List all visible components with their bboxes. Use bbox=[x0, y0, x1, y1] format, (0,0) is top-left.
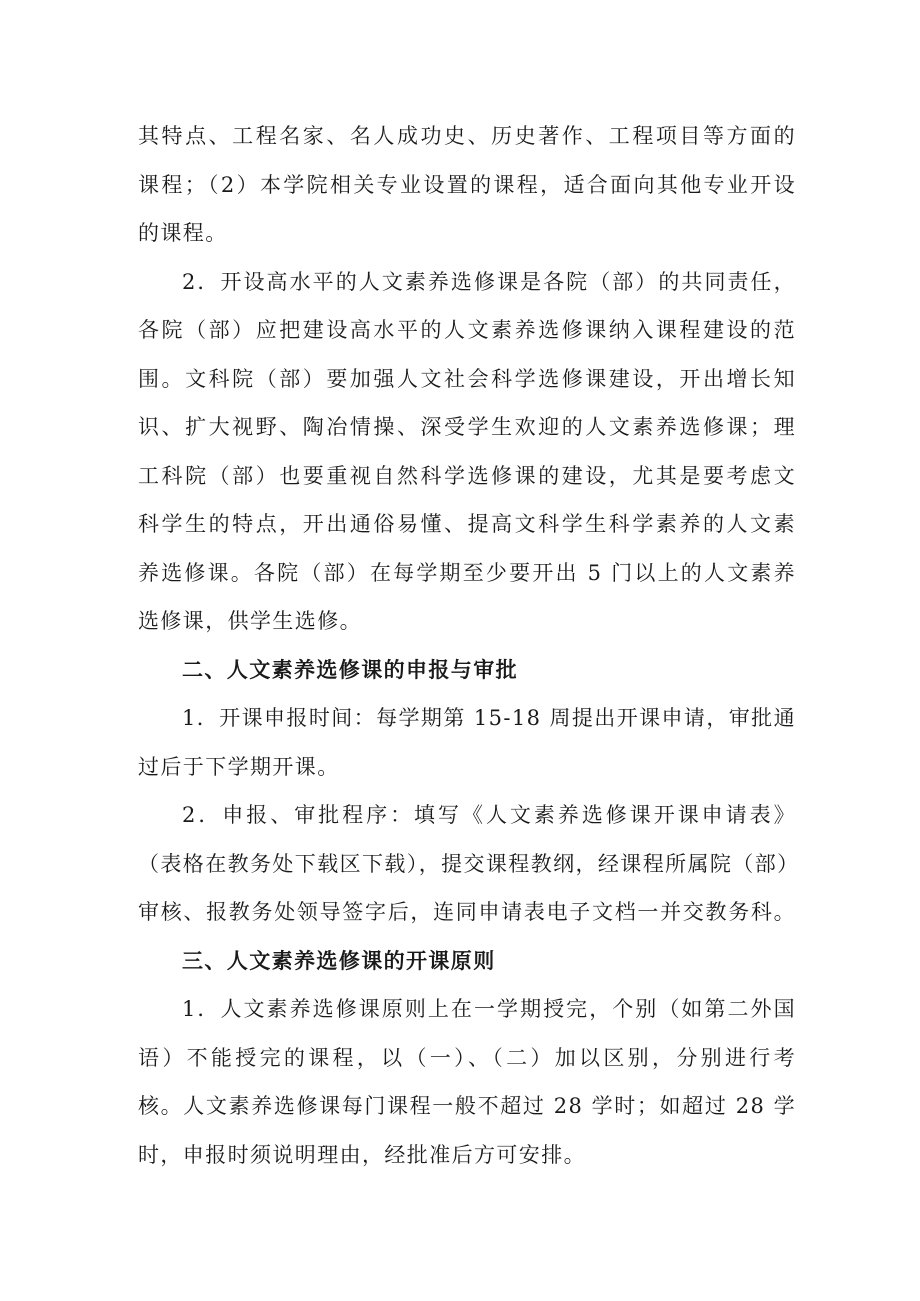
text-line: 各院（部）应把建设高水平的人文素养选修课纳入课程建设的范 bbox=[138, 318, 796, 342]
text-line: 工科院（部）也要重视自然科学选修课的建设，尤其是要考虑文 bbox=[138, 463, 796, 488]
text-line: 语）不能授完的课程，以（一）、（二）加以区别，分别进行考 bbox=[138, 1045, 796, 1070]
text-line: （表格在教务处下载区下载），提交课程教纲，经课程所属院（部） bbox=[138, 851, 800, 876]
text-line: 审核、报教务处领导签字后，连同申请表电子文档一并交教务科。 bbox=[138, 900, 796, 924]
text-line: 养选修课。各院（部）在每学期至少要开出 5 门以上的人文素养 bbox=[138, 560, 796, 585]
paragraph-start: 2．申报、审批程序：填写《人文素养选修课开课申请表》 bbox=[182, 803, 796, 827]
text-line: 识、扩大视野、陶冶情操、深受学生欢迎的人文素养选修课；理 bbox=[138, 415, 796, 439]
paragraph-start: 2．开设高水平的人文素养选修课是各院（部）的共同责任， bbox=[182, 269, 796, 294]
paragraph-start: 1．人文素养选修课原则上在一学期授完，个别（如第二外国 bbox=[182, 997, 796, 1021]
document-body bbox=[138, 112, 800, 1179]
text-line: 过后于下学期开课。 bbox=[138, 754, 340, 779]
text-line: 其特点、工程名家、名人成功史、历史著作、工程项目等方面的 bbox=[138, 124, 796, 148]
text-line: 核。人文素养选修课每门课程一般不超过 28 学时；如超过 28 学 bbox=[138, 1094, 796, 1118]
text-line: 围。文科院（部）要加强人文社会科学选修课建设，开出增长知 bbox=[138, 366, 796, 391]
text-line: 的课程。 bbox=[138, 221, 228, 245]
text-line: 科学生的特点，开出通俗易懂、提高文科学生科学素养的人文素 bbox=[138, 512, 796, 536]
paragraph-start: 1．开课申报时间：每学期第 15-18 周提出开课申请，审批通 bbox=[182, 706, 796, 730]
section-heading: 三、人文素养选修课的开课原则 bbox=[182, 948, 496, 973]
text-line: 时，申报时须说明理由，经批准后方可安排。 bbox=[138, 1142, 586, 1167]
text-line: 选修课，供学生选修。 bbox=[138, 609, 362, 633]
text-line: 课程；（2）本学院相关专业设置的课程，适合面向其他专业开设 bbox=[138, 172, 796, 197]
section-heading: 二、人文素养选修课的申报与审批 bbox=[182, 657, 518, 682]
